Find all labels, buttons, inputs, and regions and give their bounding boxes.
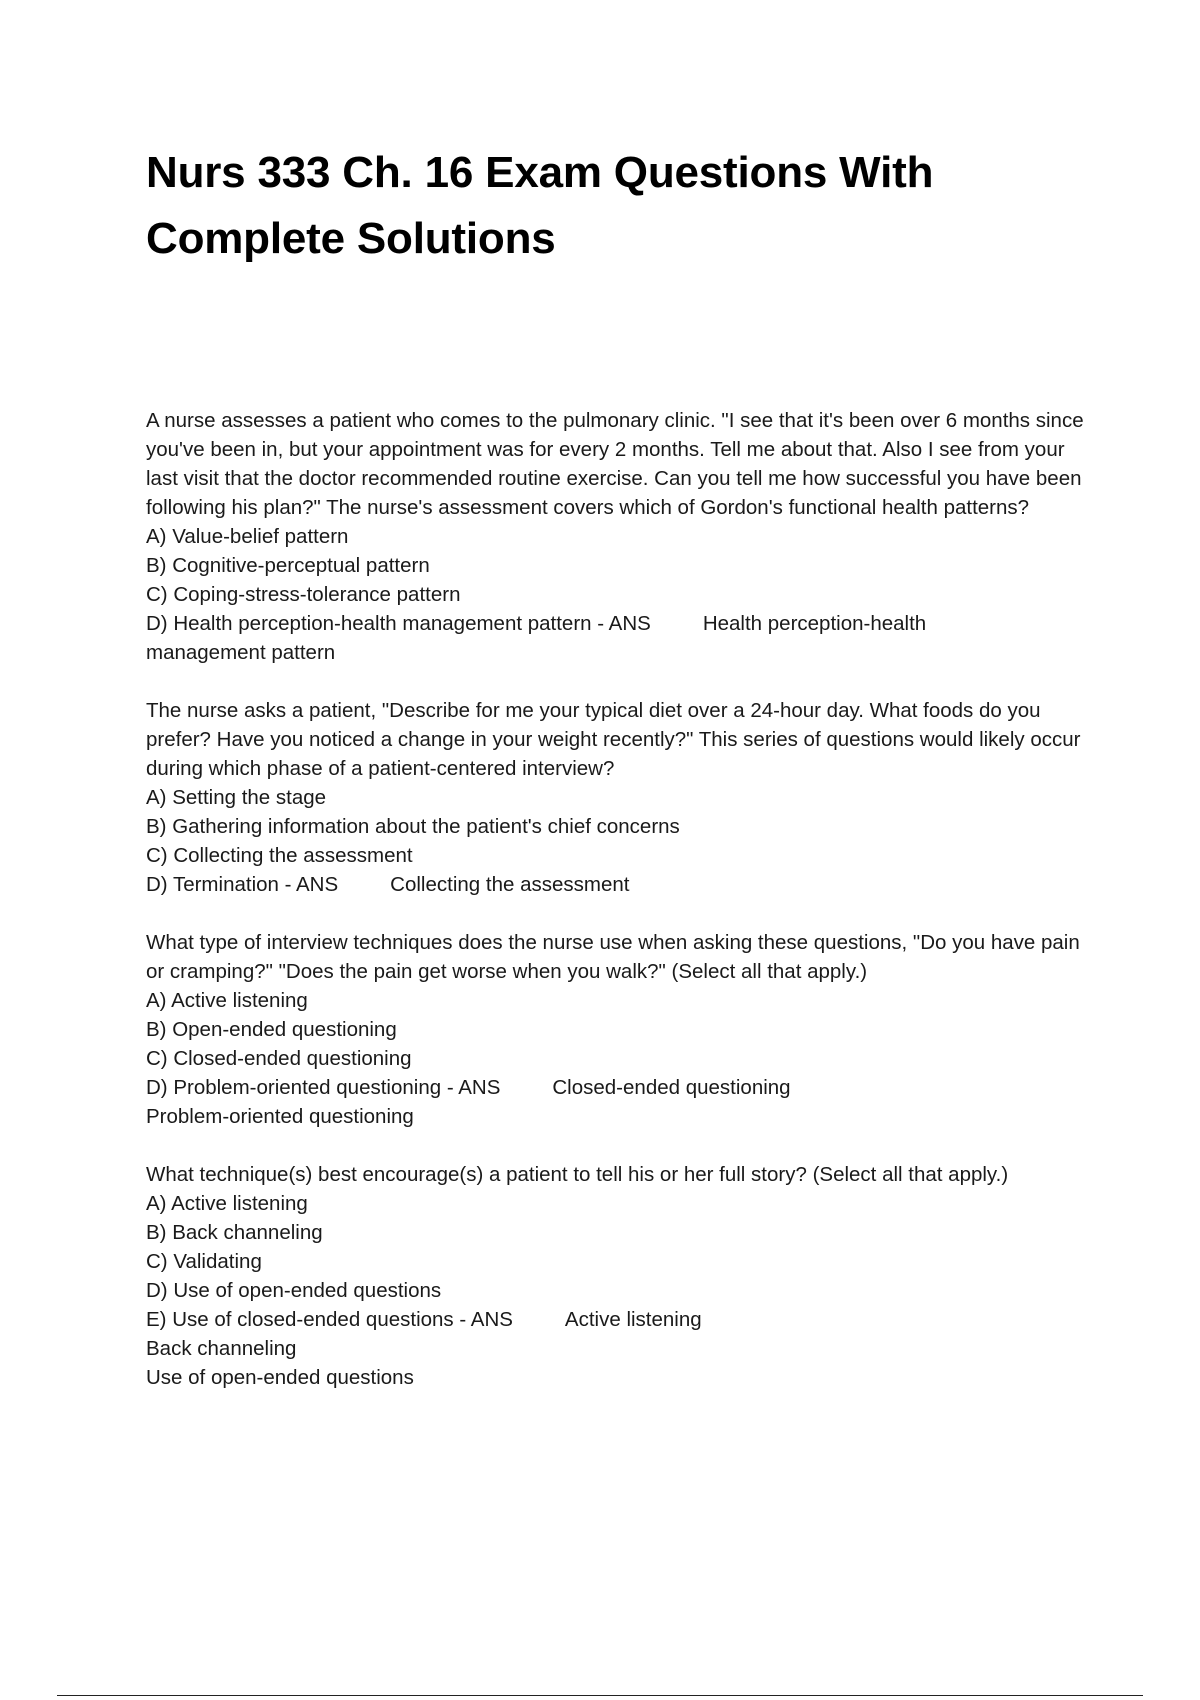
correct-answer: Active listening — [564, 1308, 702, 1331]
correct-answer: Collecting the assessment — [390, 873, 630, 896]
answer-option: A) Setting the stage — [146, 786, 327, 809]
correct-answer-continued: Back channeling — [146, 1337, 297, 1360]
correct-answer-continued: management pattern — [146, 641, 336, 664]
answer-option: C) Coping-stress-tolerance pattern — [146, 583, 461, 606]
correct-answer-continued: Problem-oriented questioning — [146, 1105, 414, 1128]
document-title — [146, 140, 1096, 272]
answer-option: B) Gathering information about the patient's chief concerns — [146, 815, 680, 838]
question-list — [146, 406, 1096, 1392]
answer-option: A) Value-belief pattern — [146, 525, 349, 548]
question-stem: What technique(s) best encourage(s) a patient to tell his or her full story? (Select all that apply.) — [146, 1163, 1009, 1186]
document-title-line-2: Complete Solutions — [146, 214, 556, 263]
question-stem: The nurse asks a patient, "Describe for me your typical diet over a 24-hour day. What foods do you prefer? Have you noticed a change in your weight recently?" This series of questions would likely occur during which phase of a patient-centered interview? — [146, 699, 1081, 780]
question-stem: A nurse assesses a patient who comes to the pulmonary clinic. "I see that it's been over 6 months since you've been in, but your appointment was for every 2 months. Tell me about that. Also I see from your last visit that the doctor recommended routine exercise. Can you tell me how successful you have been following his plan?" The nurse's assessment covers which of Gordon's functional health patterns? — [146, 409, 1084, 519]
answer-option-with-key — [146, 1305, 1096, 1334]
answer-option: C) Collecting the assessment — [146, 844, 413, 867]
answer-option: D) Termination - ANS — [146, 873, 339, 896]
question-3 — [146, 928, 1096, 1131]
question-4 — [146, 1160, 1096, 1392]
answer-option: A) Active listening — [146, 1192, 308, 1215]
answer-option: A) Active listening — [146, 989, 308, 1012]
answer-option: B) Cognitive-perceptual pattern — [146, 554, 430, 577]
correct-answer-continued: Use of open-ended questions — [146, 1366, 414, 1389]
question-2 — [146, 696, 1096, 899]
answer-option: D) Health perception-health management pattern - ANS — [146, 612, 651, 635]
question-1 — [146, 406, 1096, 667]
answer-option: C) Closed-ended questioning — [146, 1047, 412, 1070]
answer-option: B) Open-ended questioning — [146, 1018, 397, 1041]
answer-option: D) Use of open-ended questions — [146, 1279, 442, 1302]
answer-option-with-key — [146, 609, 1096, 638]
footer-divider — [57, 1695, 1143, 1696]
answer-option-with-key — [146, 1073, 1096, 1102]
answer-option: D) Problem-oriented questioning - ANS — [146, 1076, 501, 1099]
correct-answer: Health perception-health — [702, 612, 927, 635]
answer-option: C) Validating — [146, 1250, 262, 1273]
document-title-line-1: Nurs 333 Ch. 16 Exam Questions With — [146, 148, 934, 197]
question-stem: What type of interview techniques does the nurse use when asking these questions, "Do you have pain or cramping?" "Does the pain get worse when you walk?" (Select all that apply.) — [146, 931, 1080, 983]
document-page — [146, 140, 1096, 1421]
answer-option: E) Use of closed-ended questions - ANS — [146, 1308, 513, 1331]
answer-option-with-key — [146, 870, 1096, 899]
answer-option: B) Back channeling — [146, 1221, 323, 1244]
correct-answer: Closed-ended questioning — [552, 1076, 791, 1099]
